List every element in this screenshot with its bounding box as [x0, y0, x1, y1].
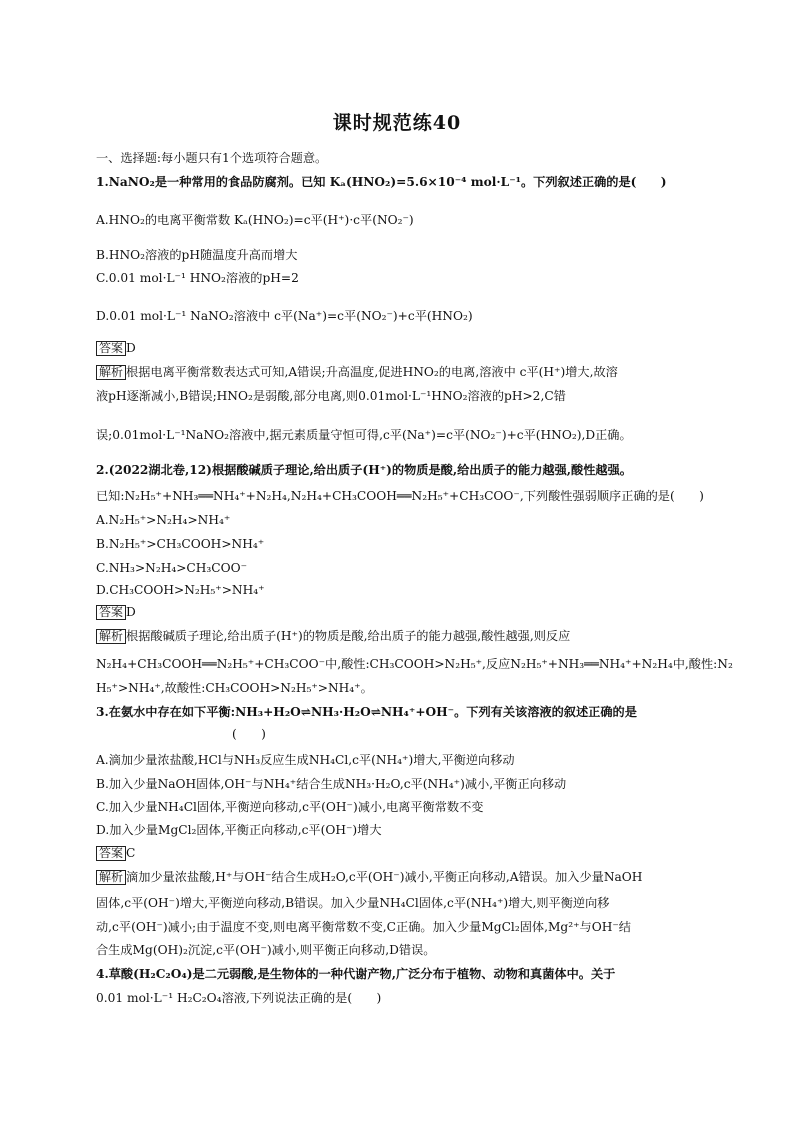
q3-analysis: 解析 滴加少量浓盐酸,H⁺与OH⁻结合生成H₂O,c平(OH⁻)减小,平衡正向移动,A错误。加入少量NaOH — [96, 869, 642, 885]
q3-option-c: C.加入少量NH₄Cl固体,平衡逆向移动,c平(OH⁻)减小,电离平衡常数不变 — [96, 800, 484, 814]
q2-analysis: 解析 根据酸碱质子理论,给出质子(H⁺)的物质是酸,给出质子的能力越强,酸性越强,则反应 — [96, 628, 570, 644]
q2-option-b: B.N₂H₅⁺>CH₃COOH>NH₄⁺ — [96, 537, 265, 551]
q2-option-c: C.NH₃>N₂H₄>CH₃COO⁻ — [96, 561, 248, 575]
question-1-stem: 1.NaNO₂是一种常用的食品防腐剂。已知 Kₐ(HNO₂)=5.6×10⁻⁴ mol·L⁻¹。下列叙述正确的是( ) — [96, 175, 667, 189]
question-4-stem: 4.草酸(H₂C₂O₄)是二元弱酸,是生物体的一种代谢产物,广泛分布于植物、动物和真菌体中。关于 — [96, 967, 616, 981]
page-title: 课时规范练40 — [332, 112, 462, 134]
q2-analysis-line: H₅⁺>NH₄⁺,故酸性:CH₃COOH>N₂H₅⁺>NH₄⁺。 — [96, 681, 373, 695]
q1-answer: 答案 D — [96, 340, 136, 356]
analysis-tag: 解析 — [96, 629, 126, 644]
q3-option-a: A.滴加少量浓盐酸,HCl与NH₃反应生成NH₄Cl,c平(NH₄⁺)增大,平衡逆向移动 — [96, 753, 515, 767]
analysis-tag: 解析 — [96, 870, 126, 885]
q1-analysis-line: 液pH逐渐减小,B错误;HNO₂是弱酸,部分电离,则0.01mol·L⁻¹HNO₂溶液的pH>2,C错 — [96, 389, 566, 403]
question-2-stem-cont: 已知:N₂H₅⁺+NH₃══NH₄⁺+N₂H₄,N₂H₄+CH₃COOH══N₂H₅⁺+CH₃COO⁻,下列酸性强弱顺序正确的是( ) — [96, 489, 704, 503]
answer-tag: 答案 — [96, 846, 126, 861]
question-2-stem: 2.(2022湖北卷,12)根据酸碱质子理论,给出质子(H⁺)的物质是酸,给出质子的能力越强,酸性越强。 — [96, 463, 632, 477]
q1-analysis: 解析 根据电离平衡常数表达式可知,A错误;升高温度,促进HNO₂的电离,溶液中 c平(H⁺)增大,故溶 — [96, 364, 618, 380]
q2-option-a: A.N₂H₅⁺>N₂H₄>NH₄⁺ — [96, 513, 231, 527]
q1-option-c: C.0.01 mol·L⁻¹ HNO₂溶液的pH=2 — [96, 271, 299, 285]
section-heading: 一、选择题:每小题只有1个选项符合题意。 — [96, 151, 328, 165]
q1-analysis-line: 误;0.01mol·L⁻¹NaNO₂溶液中,据元素质量守恒可得,c平(Na⁺)=c平(NO₂⁻)+c平(HNO₂),D正确。 — [96, 428, 632, 442]
q3-blank: ( ) — [232, 727, 266, 741]
question-4-stem-cont: 0.01 mol·L⁻¹ H₂C₂O₄溶液,下列说法正确的是( ) — [96, 991, 382, 1005]
q2-answer: 答案 D — [96, 604, 136, 620]
q2-option-d: D.CH₃COOH>N₂H₅⁺>NH₄⁺ — [96, 583, 265, 597]
answer-tag: 答案 — [96, 605, 126, 620]
q1-option-b: B.HNO₂溶液的pH随温度升高而增大 — [96, 248, 298, 262]
q3-analysis-line: 合生成Mg(OH)₂沉淀,c平(OH⁻)减小,则平衡正向移动,D错误。 — [96, 943, 436, 957]
q3-option-b: B.加入少量NaOH固体,OH⁻与NH₄⁺结合生成NH₃·H₂O,c平(NH₄⁺)减小,平衡正向移动 — [96, 777, 567, 791]
q2-analysis-line: N₂H₄+CH₃COOH══N₂H₅⁺+CH₃COO⁻中,酸性:CH₃COOH>N₂H₅⁺,反应N₂H₅⁺+NH₃══NH₄⁺+N₂H₄中,酸性:N₂ — [96, 657, 733, 671]
q1-option-d: D.0.01 mol·L⁻¹ NaNO₂溶液中 c平(Na⁺)=c平(NO₂⁻)+c平(HNO₂) — [96, 309, 473, 323]
q3-analysis-line: 固体,c平(OH⁻)增大,平衡逆向移动,B错误。加入少量NH₄Cl固体,c平(NH₄⁺)增大,则平衡逆向移 — [96, 896, 610, 910]
answer-tag: 答案 — [96, 341, 126, 356]
analysis-tag: 解析 — [96, 365, 126, 380]
q1-option-a: A.HNO₂的电离平衡常数 Kₐ(HNO₂)=c平(H⁺)·c平(NO₂⁻) — [96, 213, 414, 227]
question-3-stem: 3.在氨水中存在如下平衡:NH₃+H₂O⇌NH₃·H₂O⇌NH₄⁺+OH⁻。下列有关该溶液的叙述正确的是 — [96, 705, 637, 719]
q3-analysis-line: 动,c平(OH⁻)减小;由于温度不变,则电离平衡常数不变,C正确。加入少量MgCl₂固体,Mg²⁺与OH⁻结 — [96, 920, 631, 934]
q3-option-d: D.加入少量MgCl₂固体,平衡正向移动,c平(OH⁻)增大 — [96, 823, 382, 837]
q3-answer: 答案 C — [96, 845, 135, 861]
